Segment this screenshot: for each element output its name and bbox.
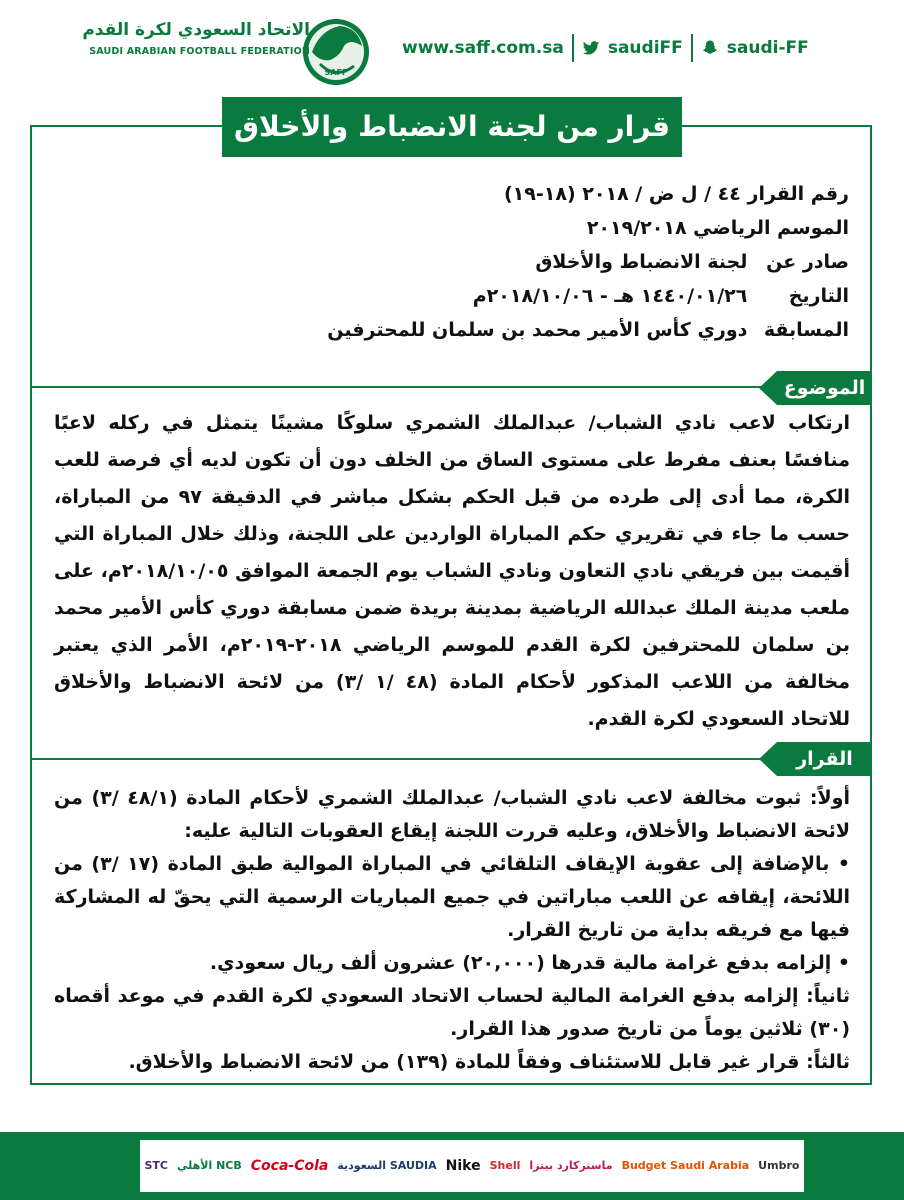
meta-value: ٤٤ / ل ض / ٢٠١٨ (١٨-١٩) [503, 183, 741, 205]
section-label-subject: الموضوع [777, 371, 872, 405]
decision-paragraph: • بالإضافة إلى عقوبة الإيقاف التلقائي في المباراة الموالية طبق المادة (١٧ /٣) من اللائحة، إيقافه عن اللعب مباراتين في جميع المباريات الرسمية التي يحقّ له المشاركة فيها مع فريقه بداية من تاريخ القرار. [54, 853, 850, 941]
meta-label: الموسم الرياضي [693, 217, 849, 239]
meta-value: ١٤٤٠/٠١/٢٦ هـ - ٢٠١٨/١٠/٠٦م [472, 285, 748, 307]
saff-logo [300, 12, 372, 88]
sponsor-logo: Umbro [758, 1159, 800, 1172]
sponsor-logo: STC [144, 1159, 168, 1172]
sponsor-logo: Budget Saudi Arabia [621, 1159, 750, 1172]
meta-value: لجنة الانضباط والأخلاق [535, 251, 748, 273]
sponsor-logo: ماستركارد بيتزا [529, 1159, 613, 1172]
meta-label: رقم القرار [747, 183, 849, 205]
meta-row [229, 211, 849, 245]
decision-meta [229, 177, 849, 347]
sponsor-logo: السعودية SAUDIA [337, 1159, 437, 1172]
snapchat-icon [701, 39, 719, 57]
sponsor-logo: Shell [489, 1159, 521, 1172]
meta-row [229, 177, 849, 211]
snapchat-handle[interactable]: saudi-FF [726, 38, 809, 58]
meta-row [229, 313, 849, 347]
sponsor-logo: Nike [445, 1158, 481, 1174]
decision-paragraph: ثالثاً: قرار غير قابل للاستئناف وفقاً للمادة (١٣٩) من لائحة الانضباط والأخلاق. [128, 1051, 850, 1073]
sponsors-strip [140, 1140, 804, 1192]
meta-row [229, 279, 849, 313]
decision-paragraph: أولاً: ثبوت مخالفة لاعب نادي الشباب/ عبدالملك الشمري لأحكام المادة (٤٨/١ /٣) من لائحة الانضباط والأخلاق، وعليه قررت اللجنة إيقاع العقوبات التالية عليه: [54, 787, 850, 842]
meta-label: التاريخ [788, 285, 849, 307]
federation-name-en: SAUDI ARABIAN FOOTBALL FEDERATION [89, 46, 310, 57]
meta-label: المسابقة [763, 319, 849, 341]
header-bar [0, 0, 904, 95]
decision-text [54, 782, 850, 1079]
decision-paragraph: ثانياً: إلزامه بدفع الغرامة المالية لحساب الاتحاد السعودي لكرة القدم في موعد أقصاه (٣٠) ثلاثين يوماً من تاريخ صدور هذا القرار. [54, 985, 850, 1040]
section-divider [32, 758, 872, 760]
contact-links [402, 30, 809, 66]
federation-name-ar: الاتحاد السعودي لكرة القدم [82, 20, 310, 40]
divider [691, 34, 693, 62]
meta-value: دوري كأس الأمير محمد بن سلمان للمحترفين [327, 319, 748, 341]
website-link[interactable]: www.saff.com.sa [402, 38, 564, 58]
sponsor-logo: Coca-Cola [250, 1158, 329, 1174]
twitter-icon [582, 39, 600, 57]
divider [572, 34, 574, 62]
decision-paragraph: • إلزامه بدفع غرامة مالية قدرها (٢٠,٠٠٠) عشرون ألف ريال سعودي. [209, 952, 850, 974]
meta-row [229, 245, 849, 279]
section-divider [32, 386, 872, 388]
federation-name [40, 20, 310, 57]
meta-value: ٢٠١٩/٢٠١٨ [586, 217, 687, 239]
page-title: قرار من لجنة الانضباط والأخلاق [222, 97, 682, 157]
meta-label: صادر عن [766, 251, 849, 273]
logo-text: SAFF [324, 68, 348, 77]
sponsor-logo: الأهلي NCB [177, 1159, 242, 1172]
twitter-handle[interactable]: saudiFF [607, 38, 683, 58]
subject-text: ارتكاب لاعب نادي الشباب/ عبدالملك الشمري سلوكًا مشينًا يتمثل في ركله لاعبًا منافسًا بعنف مفرط على مستوى الساق من الخلف دون أن تكون لديه أي فرصة للعب الكرة، مما أدى إلى طرده من قبل الحكم بشكل مباشر في الدقيقة ٩٧ من المباراة، حسب ما جاء في تقريري حكم المباراة الواردين على اللجنة، وذلك خلال المباراة التي أقيمت بين فريقي نادي التعاون ونادي الشباب يوم الجمعة الموافق ٢٠١٨/١٠/٠٥م، على ملعب مدينة الملك عبدالله الرياضية بمدينة بريدة ضمن مسابقة دوري كأس الأمير محمد بن سلمان للمحترفين لكرة القدم للموسم الرياضي ٢٠١٨-٢٠١٩م، الأمر الذي يعتبر مخالفة من اللاعب المذكور لأحكام المادة (٤٨ /١ /٣) من لائحة الانضباط والأخلاق للاتحاد السعودي لكرة القدم. [54, 412, 850, 730]
section-label-decision: القرار [777, 742, 872, 776]
